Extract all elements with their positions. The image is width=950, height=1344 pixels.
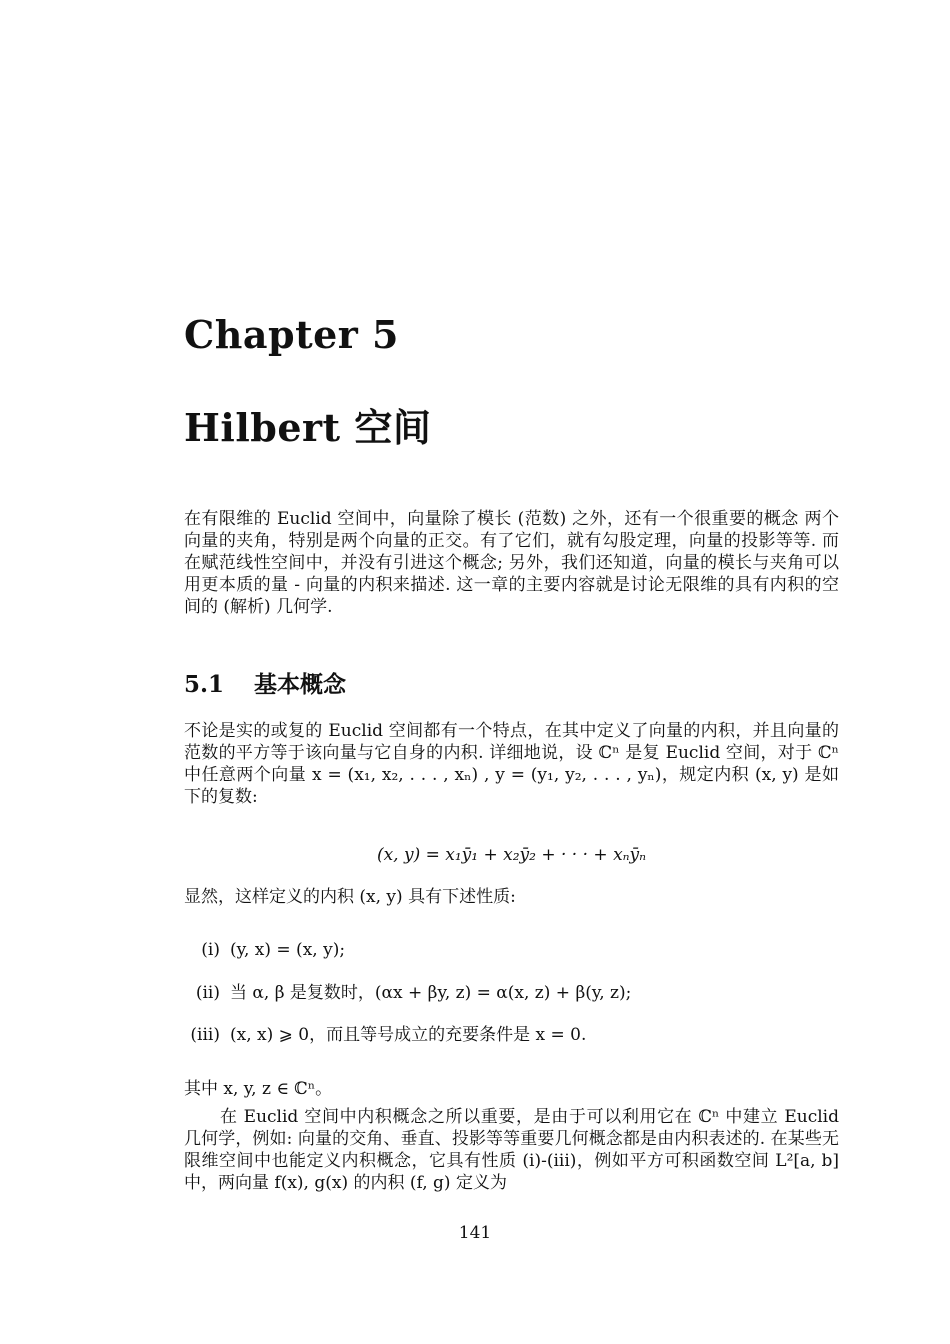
- property-label: (ii): [195, 983, 220, 1003]
- property-label: (iii): [190, 1025, 220, 1045]
- page-number: 141: [458, 1223, 492, 1243]
- paragraph-where: 其中 x, y, z ∈ ℂⁿ。: [184, 1079, 333, 1099]
- property-item-iii: [190, 1024, 587, 1046]
- intro-paragraph: 在有限维的 Euclid 空间中，向量除了模长 (范数) 之外，还有一个很重要的概念 两个向量的夹角，特别是两个向量的正交。有了它们，就有勾股定理，向量的投影等等. 而在赋范线性空间中，并没有引进这个概念; 另外，我们还知道，向量的模长与夹角可以用更本质的量 - 向量的内积来描述. 这一章的主要内容就是讨论无限维的具有内积的空间的 (解析) 几何学.: [184, 509, 839, 617]
- section-heading: [184, 666, 346, 699]
- paragraph-euclid-geometry: 在 Euclid 空间中内积概念之所以重要，是由于可以利用它在 ℂⁿ 中建立 Euclid 几何学，例如: 向量的交角、垂直、投影等等重要几何概念都是由内积表述的. 在某些无限维空间中也能定义内积概念，它具有性质 (i)-(iii)，例如平方可积函数空间 L²[a, b] 中，两向量 f(x), g(x) 的内积 (f, g) 定义为: [184, 1107, 839, 1193]
- property-text: 当 α, β 是复数时，(αx + βy, z) = α(x, z) + β(y, z);: [230, 983, 632, 1003]
- property-text: (y, x) = (x, y);: [230, 940, 346, 960]
- property-label: (i): [201, 940, 220, 960]
- paragraph-properties-intro: 显然，这样定义的内积 (x, y) 具有下述性质:: [184, 887, 516, 907]
- inner-product-formula: (x, y) = x₁ȳ₁ + x₂ȳ₂ + · · · + xₙȳₙ: [376, 845, 647, 865]
- property-item-ii: [195, 982, 632, 1004]
- section-number: 5.1: [184, 671, 225, 698]
- chapter-label: Chapter 5: [184, 312, 399, 357]
- property-text: (x, x) ⩾ 0，而且等号成立的充要条件是 x = 0.: [230, 1025, 587, 1045]
- property-item-i: [201, 939, 346, 961]
- chapter-title: Hilbert 空间: [184, 405, 432, 450]
- paragraph-inner-product-definition: 不论是实的或复的 Euclid 空间都有一个特点，在其中定义了向量的内积，并且向量的范数的平方等于该向量与它自身的内积. 详细地说，设 ℂⁿ 是复 Euclid 空间，对于 ℂⁿ 中任意两个向量 x = (x₁, x₂, . . . , xₙ) , y = (y₁, y₂, . . . , yₙ)，规定内积 (x, y) 是如下的复数:: [184, 721, 839, 807]
- section-title: 基本概念: [254, 671, 346, 698]
